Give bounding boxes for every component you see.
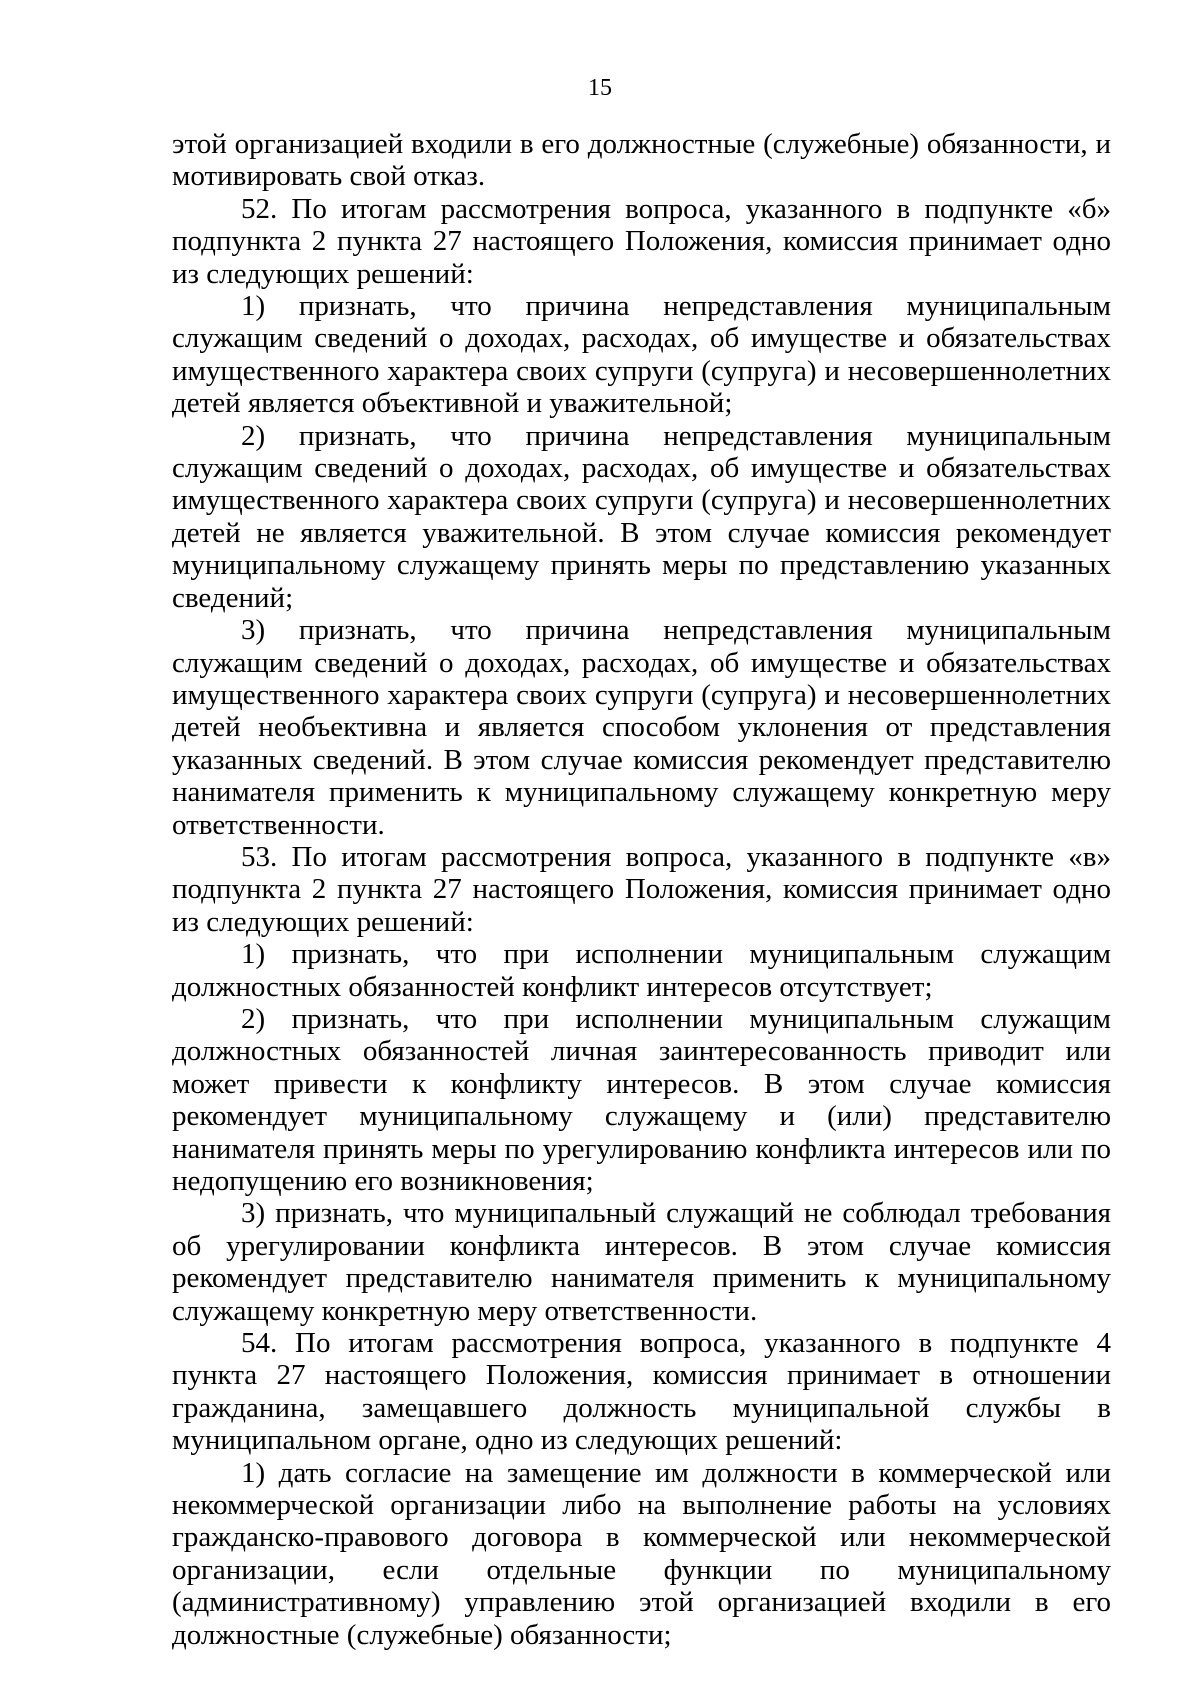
- paragraph-clause-53: 53. По итогам рассмотрения вопроса, указанного в подпункте «в» подпункта 2 пункта 27 настоящего Положения, комиссия принимает одно из следующих решений:: [172, 840, 1111, 938]
- paragraph-clause-53-item-1: 1) признать, что при исполнении муниципальным служащим должностных обязанностей конфликт интересов отсутствует;: [172, 938, 1111, 1003]
- page-number: 15: [588, 75, 612, 101]
- paragraph-continuation: этой организацией входили в его должностные (служебные) обязанности, и мотивировать свой отказ.: [172, 128, 1111, 193]
- paragraph-clause-52: 52. По итогам рассмотрения вопроса, указанного в подпункте «б» подпункта 2 пункта 27 настоящего Положения, комиссия принимает одно из следующих решений:: [172, 192, 1111, 290]
- paragraph-clause-52-item-3: 3) признать, что причина непредставления муниципальным служащим сведений о доходах, расходах, об имуществе и обязательствах имущественного характера своих супруги (супруга) и несовершеннолетних детей необъективна и является способом уклонения от представления указанных сведений. В этом случае комиссия рекомендует представителю нанимателя применить к муниципальному служащему конкретную меру ответственности.: [172, 614, 1111, 841]
- paragraph-clause-54-item-1: 1) дать согласие на замещение им должности в коммерческой или некоммерческой организации либо на выполнение работы на условиях гражданско-правового договора в коммерческой или некоммерческой организации, если отдельные функции по муниципальному (административному) управлению этой организацией входили в его должностные (служебные) обязанности;: [172, 1456, 1111, 1651]
- paragraph-clause-52-item-1: 1) признать, что причина непредставления муниципальным служащим сведений о доходах, расходах, об имуществе и обязательствах имущественного характера своих супруги (супруга) и несовершеннолетних детей является объективной и уважительной;: [172, 290, 1111, 420]
- paragraph-clause-53-item-2: 2) признать, что при исполнении муниципальным служащим должностных обязанностей личная заинтересованность приводит или может привести к конфликту интересов. В этом случае комиссия рекомендует муниципальному служащему и (или) представителю нанимателя принять меры по урегулированию конфликта интересов или по недопущению его возникновения;: [172, 1002, 1111, 1197]
- paragraph-clause-54: 54. По итогам рассмотрения вопроса, указанного в подпункте 4 пункта 27 настоящего Положения, комиссия принимает в отношении гражданина, замещавшего должность муниципальной службы в муниципальном органе, одно из следующих решений:: [172, 1327, 1111, 1457]
- document-body: [172, 128, 1111, 1651]
- paragraph-clause-53-item-3: 3) признать, что муниципальный служащий не соблюдал требования об урегулировании конфликта интересов. В этом случае комиссия рекомендует представителю нанимателя применить к муниципальному служащему конкретную меру ответственности.: [172, 1197, 1111, 1327]
- paragraph-clause-52-item-2: 2) признать, что причина непредставления муниципальным служащим сведений о доходах, расходах, об имуществе и обязательствах имущественного характера своих супруги (супруга) и несовершеннолетних детей не является уважительной. В этом случае комиссия рекомендует муниципальному служащему принять меры по представлению указанных сведений;: [172, 419, 1111, 614]
